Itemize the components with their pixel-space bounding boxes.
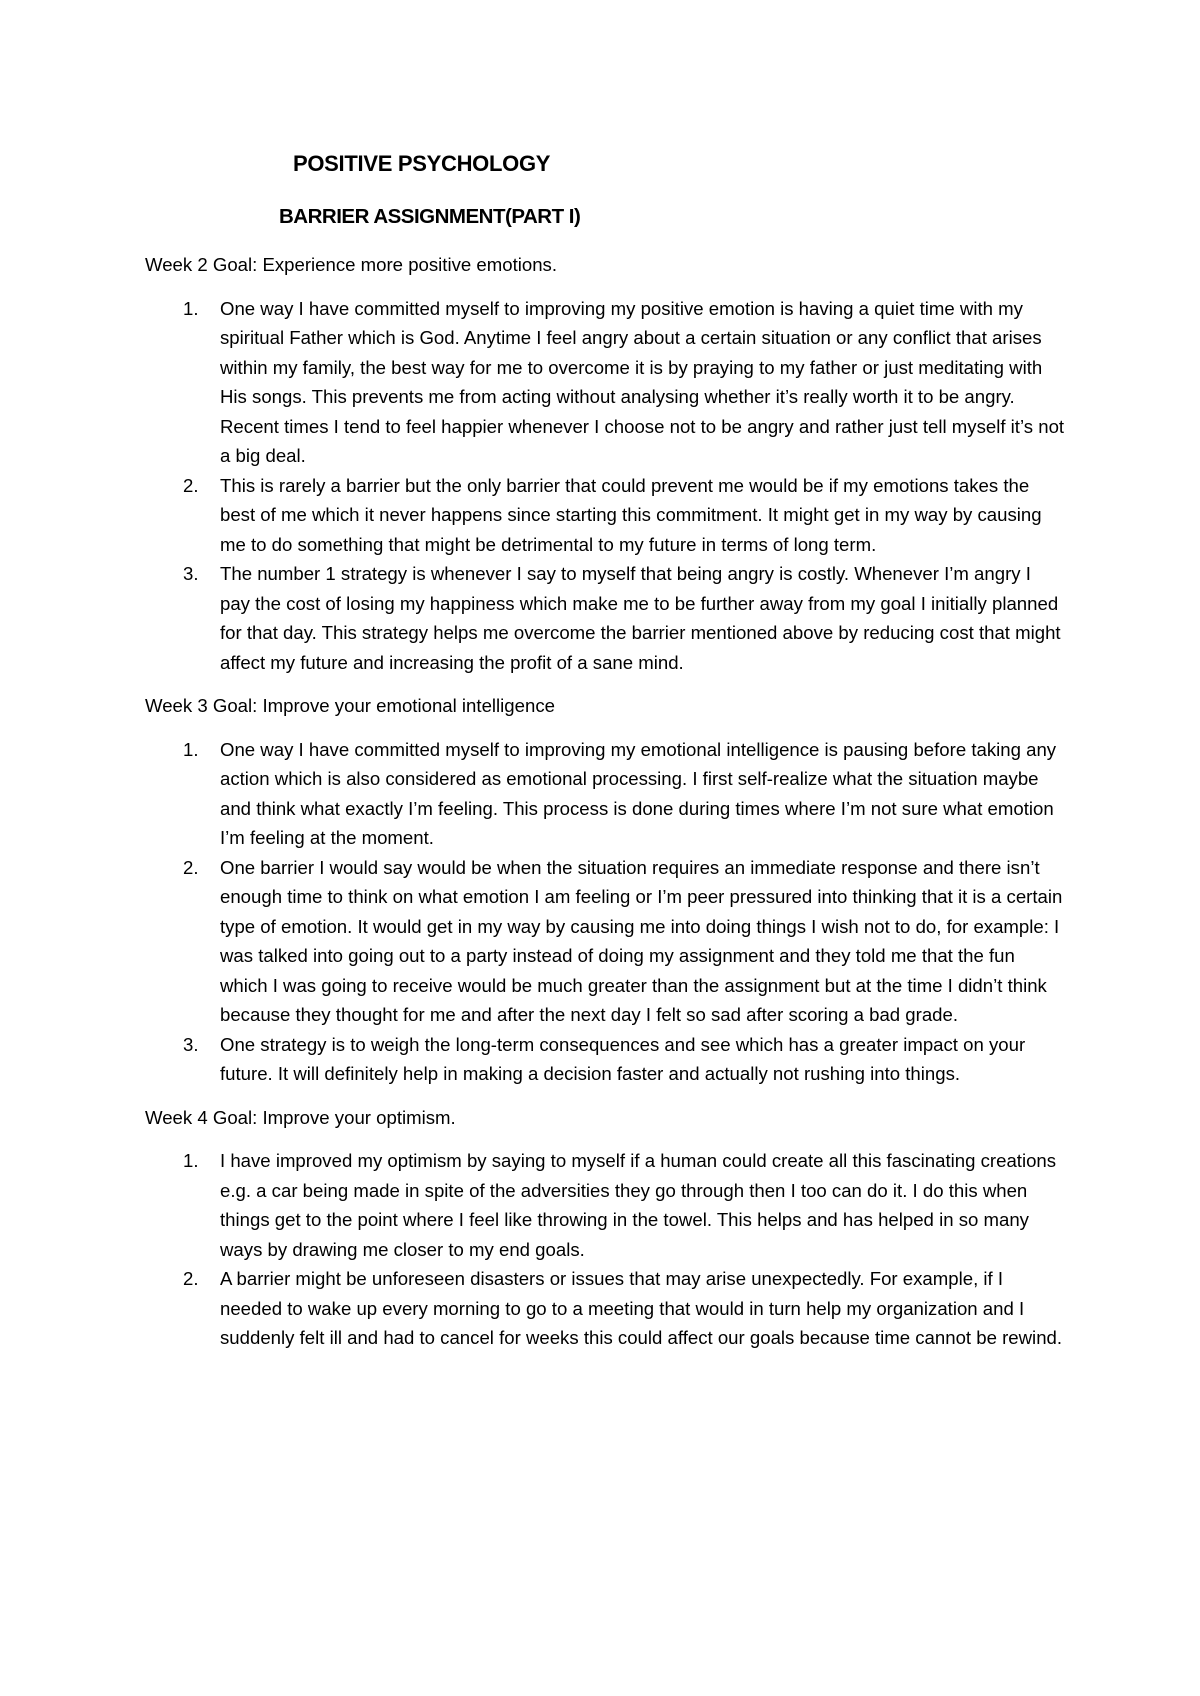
list-number: 3. <box>183 563 199 584</box>
document-subtitle: BARRIER ASSIGNMENT(PART I) <box>279 205 581 228</box>
list-item-text: A barrier might be unforeseen disasters or issues that may arise unexpectedly. For example, if I needed to wake up every morning to go to a meeting that would in turn help my organization and I suddenly felt ill and had to cancel for weeks this could affect our goals because time cannot be rewind. <box>220 1268 1063 1348</box>
section-heading: Week 2 Goal: Experience more positive emotions. <box>145 254 558 275</box>
list-number: 3. <box>183 1033 199 1055</box>
section-heading: Week 4 Goal: Improve your optimism. <box>145 1106 456 1128</box>
section-week-2 <box>145 250 1065 677</box>
list-item-text: This is rarely a barrier but the only barrier that could prevent me would be if my emotions takes the best of me which it never happens since starting this commitment. It might get in my way by causing me to do something that might be detrimental to my future in terms of long term. <box>220 474 1042 555</box>
list-item-text: One barrier I would say would be when the situation requires an immediate response and there isn’t enough time to think on what emotion I am feeling or I’m peer pressured into thinking that it is a certain type of emotion. It would get in my way by causing me into doing things I wish not to do, for example: I was talked into going out to a party instead of doing my assignment and they told me that the fun which I was going to receive would be much greater than the assignment but at the time I didn’t think because they thought for me and after the next day I felt so sad after scoring a bad grade. <box>220 856 1063 1025</box>
list-item-text: One way I have committed myself to improving my positive emotion is having a quiet time with my spiritual Father which is God. Anytime I feel angry about a certain situation or any conflict that arises within my family, the best way for me to overcome it is by praying to my father or just meditating with His songs. This prevents me from acting without analysing whether it’s really worth it to be angry. Recent times I tend to feel happier whenever I choose not to be angry and rather just tell myself it’s not a big deal. <box>220 297 1065 466</box>
list-item <box>145 853 1065 1030</box>
numbered-list <box>145 294 1065 678</box>
list-item <box>145 294 1065 471</box>
list-item <box>145 1146 1065 1264</box>
numbered-list <box>145 1146 1065 1353</box>
list-item <box>145 1264 1065 1353</box>
section-week-3 <box>145 691 1065 1089</box>
list-item <box>145 735 1065 853</box>
list-number: 2. <box>183 474 199 496</box>
list-number: 1. <box>183 1150 199 1171</box>
list-number: 2. <box>183 1268 199 1289</box>
list-item-text: The number 1 strategy is whenever I say to myself that being angry is costly. Whenever I’m angry I pay the cost of losing my happiness which make me to be further away from my goal I initially planned for that day. This strategy helps me overcome the barrier mentioned above by reducing cost that might affect my future and increasing the profit of a sane mind. <box>220 563 1061 673</box>
list-item-text: One strategy is to weigh the long-term consequences and see which has a greater impact on your future. It will definitely help in making a decision faster and actually not rushing into things. <box>220 1033 1026 1084</box>
list-item <box>145 559 1065 677</box>
list-item <box>145 471 1065 560</box>
section-heading: Week 3 Goal: Improve your emotional intelligence <box>145 695 555 716</box>
list-number: 1. <box>183 297 199 319</box>
document-body <box>145 250 1065 1367</box>
list-number: 2. <box>183 856 199 878</box>
list-number: 1. <box>183 738 199 760</box>
section-week-4 <box>145 1103 1065 1353</box>
list-item-text: One way I have committed myself to improving my emotional intelligence is pausing before taking any action which is also considered as emotional processing. I first self-realize what the situation maybe and think what exactly I’m feeling. This process is done during times where I’m not sure what emotion I’m feeling at the moment. <box>220 738 1057 848</box>
list-item <box>145 1030 1065 1089</box>
numbered-list <box>145 735 1065 1089</box>
document-title: POSITIVE PSYCHOLOGY <box>293 151 551 176</box>
list-item-text: I have improved my optimism by saying to myself if a human could create all this fascinating creations e.g. a car being made in spite of the adversities they go through then I too can do it. I do this when things get to the point where I feel like throwing in the towel. This helps and has helped in so many ways by drawing me closer to my end goals. <box>220 1150 1057 1260</box>
